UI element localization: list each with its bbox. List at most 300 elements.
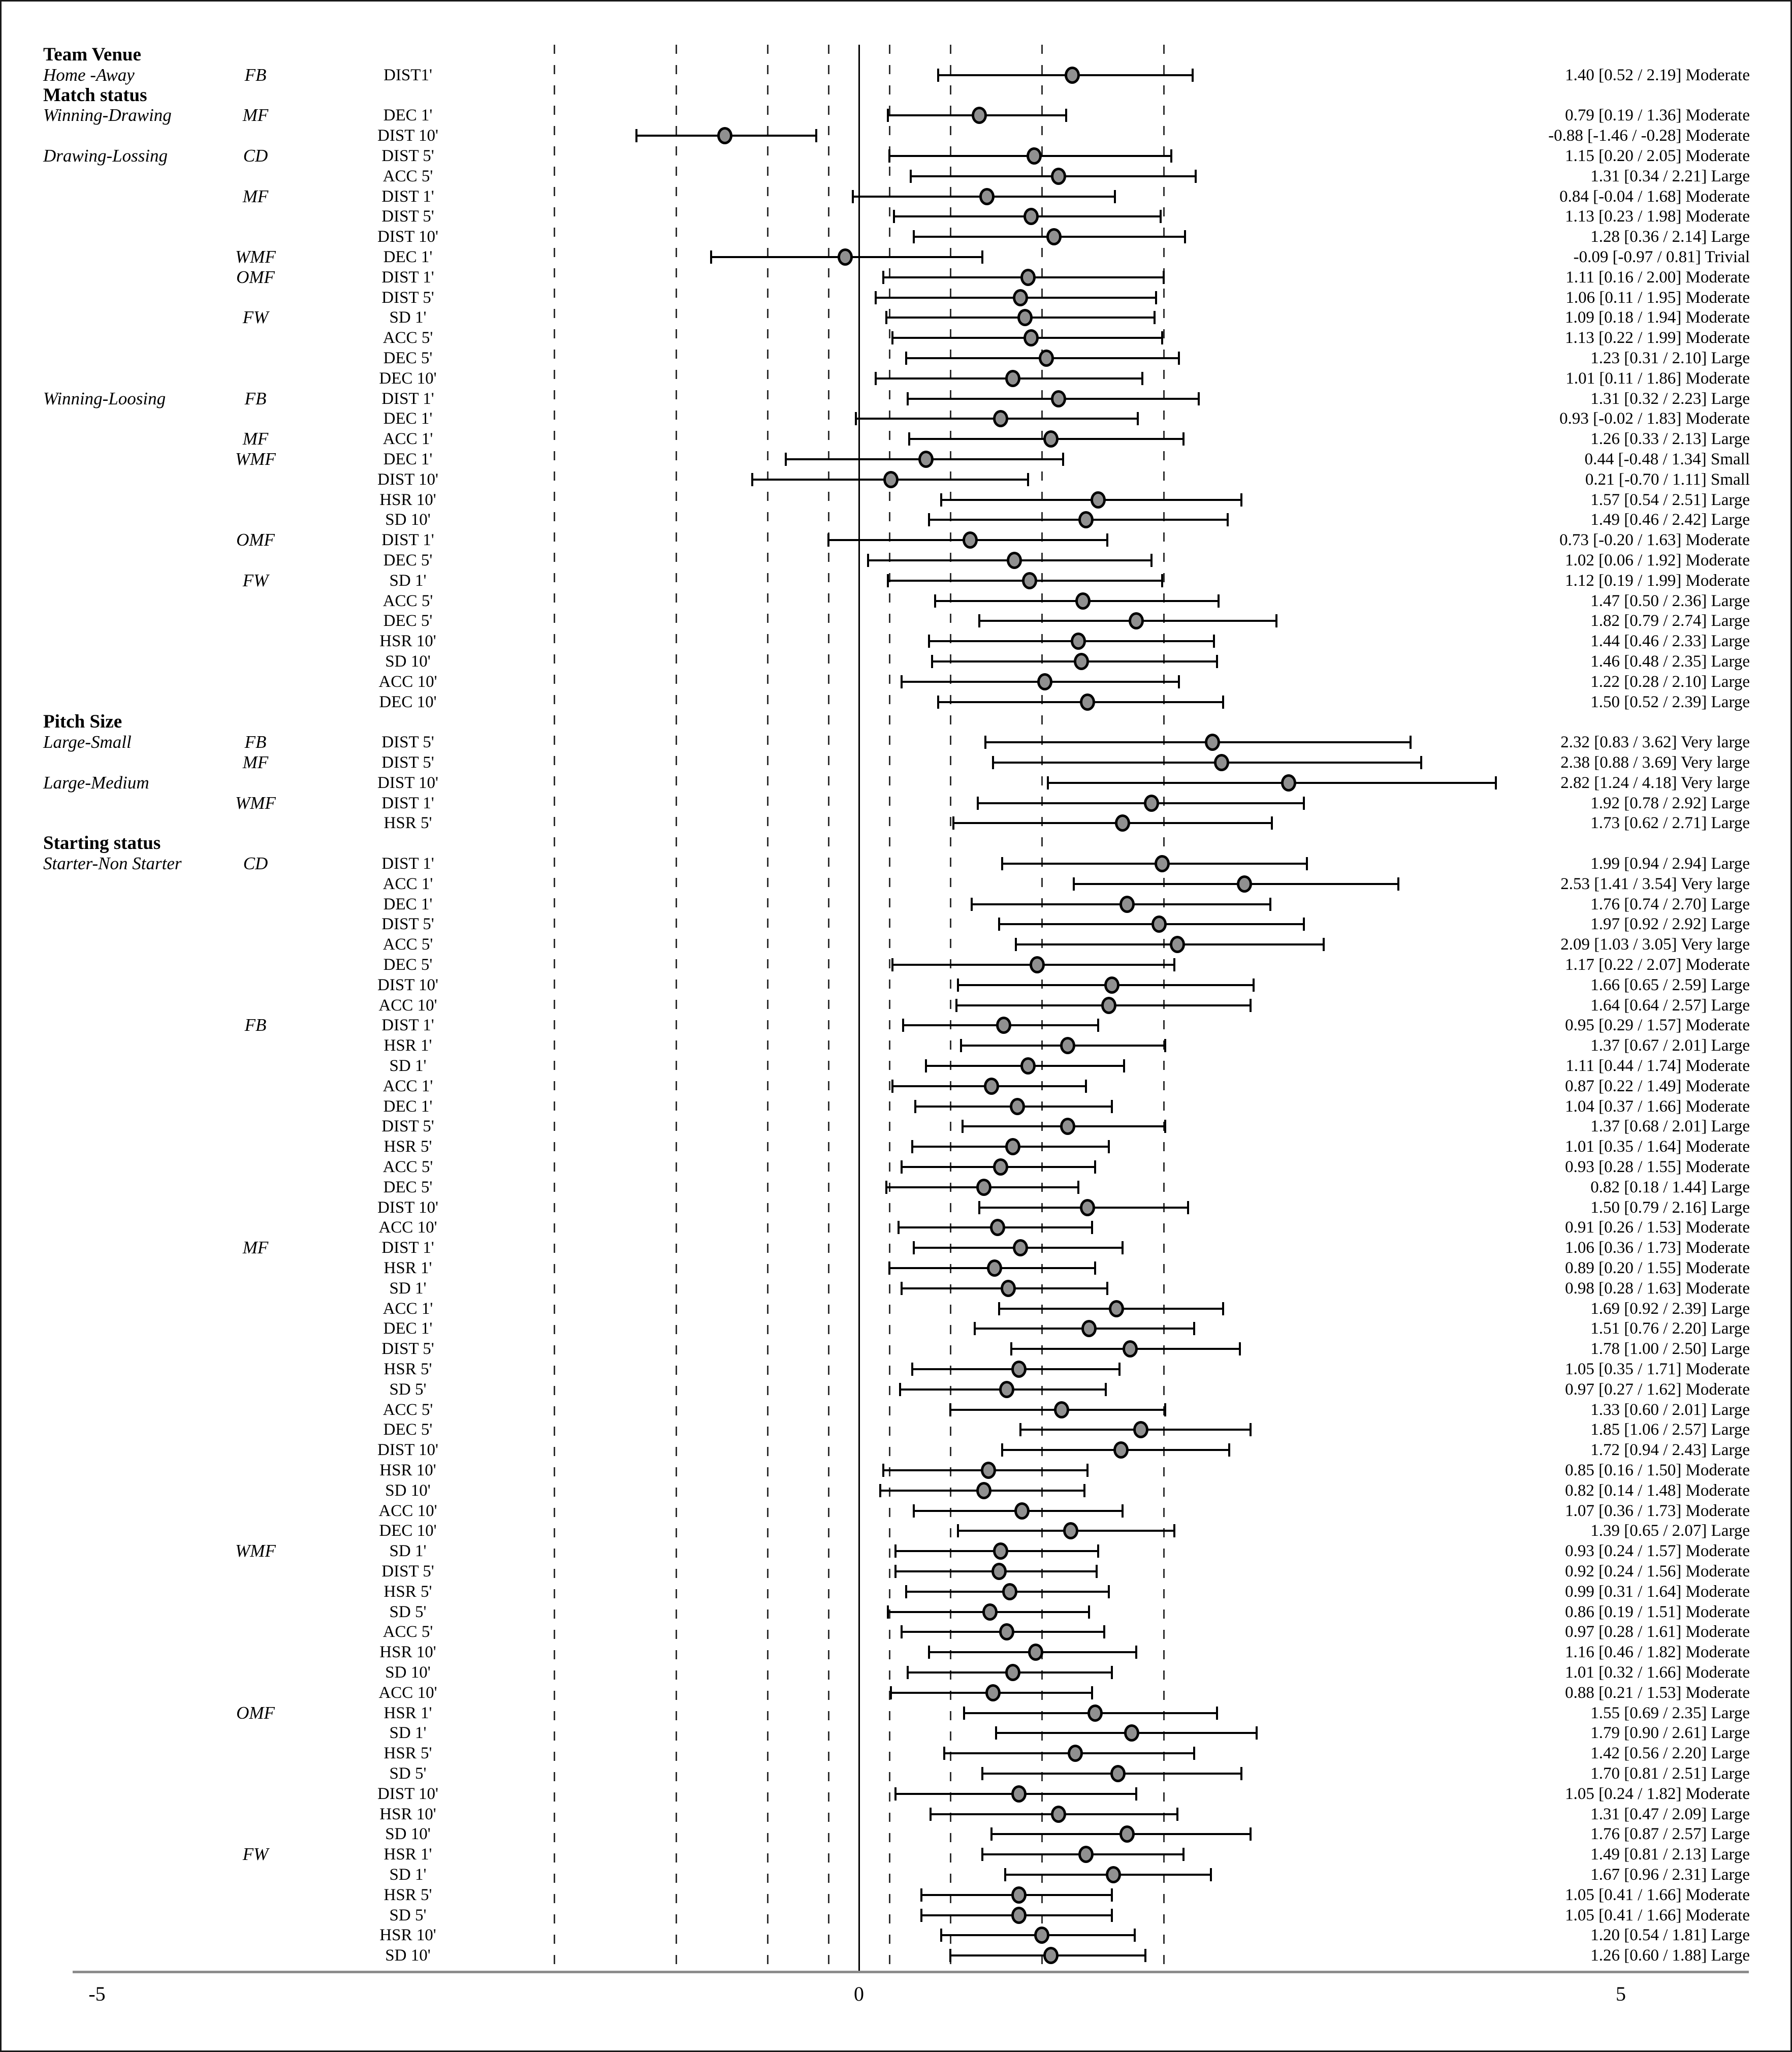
confidence-interval	[993, 762, 1421, 764]
ci-cap-high	[1163, 271, 1165, 284]
effect-marker	[979, 188, 995, 205]
value-label: 1.26 [0.33 / 2.13] Large	[1590, 430, 1750, 449]
value-label: 2.53 [1.41 / 3.54] Very large	[1560, 874, 1750, 893]
variable-label: DEC 5'	[383, 1178, 433, 1196]
ci-cap-high	[1094, 1160, 1096, 1174]
value-label: 1.17 [0.22 / 2.07] Moderate	[1565, 956, 1750, 974]
position-label: WMF	[235, 247, 276, 267]
ci-cap-high	[1155, 291, 1157, 304]
ci-cap-high	[1111, 1666, 1113, 1679]
variable-label: SD 1'	[389, 1866, 427, 1884]
section-header: Team Venue	[43, 44, 141, 65]
value-label: 1.13 [0.23 / 1.98] Moderate	[1565, 207, 1750, 226]
threshold-line	[676, 45, 677, 1971]
effect-marker	[1129, 612, 1144, 629]
ci-cap-high	[1303, 797, 1305, 810]
ci-cap-high	[1111, 1909, 1113, 1922]
ci-cap-low	[891, 1080, 893, 1093]
position-label: WMF	[235, 1541, 276, 1561]
variable-label: SD 1'	[389, 1724, 427, 1743]
ci-cap-high	[1253, 978, 1255, 992]
value-label: 1.55 [0.69 / 2.35] Large	[1590, 1703, 1750, 1722]
ci-cap-high	[1170, 149, 1172, 163]
variable-label: HSR 5'	[383, 1582, 432, 1601]
effect-marker	[1060, 1037, 1075, 1054]
subgroup-label: Large-Medium	[43, 772, 149, 793]
ci-cap-high	[1122, 1504, 1124, 1518]
ci-cap-high	[1275, 614, 1277, 627]
effect-marker	[1214, 754, 1229, 771]
effect-marker	[1027, 147, 1042, 165]
ci-cap-high	[1123, 1059, 1125, 1072]
effect-marker	[1017, 309, 1033, 326]
variable-label: SD 5'	[389, 1380, 427, 1399]
value-label: 2.82 [1.24 / 4.18] Very large	[1560, 773, 1750, 792]
ci-cap-low	[894, 1565, 897, 1578]
variable-label: SD 5'	[389, 1906, 427, 1924]
effect-marker	[999, 1381, 1014, 1398]
ci-cap-low	[949, 1403, 951, 1416]
ci-cap-low	[940, 493, 942, 507]
effect-marker	[1023, 208, 1039, 225]
ci-cap-high	[1182, 432, 1185, 446]
effect-marker	[972, 107, 987, 124]
value-label: 1.70 [0.81 / 2.51] Large	[1590, 1764, 1750, 1783]
variable-label: DIST 10'	[377, 127, 438, 145]
ci-cap-low	[911, 1140, 913, 1153]
value-label: 1.50 [0.79 / 2.16] Large	[1590, 1198, 1750, 1217]
ci-cap-high	[1083, 1484, 1085, 1497]
ci-cap-high	[1161, 331, 1163, 344]
ci-cap-low	[751, 473, 753, 486]
ci-cap-high	[1077, 1181, 1079, 1194]
variable-label: DIST 10'	[377, 773, 438, 792]
value-label: 1.44 [0.46 / 2.33] Large	[1590, 632, 1750, 651]
ci-cap-low	[978, 614, 980, 627]
ci-cap-high	[1085, 1080, 1087, 1093]
value-label: 1.67 [0.96 / 2.31] Large	[1590, 1866, 1750, 1884]
variable-label: HSR 10'	[379, 1461, 436, 1479]
value-label: 0.91 [0.26 / 1.53] Moderate	[1565, 1218, 1750, 1237]
value-label: 1.47 [0.50 / 2.36] Large	[1590, 591, 1750, 610]
ci-cap-high	[1141, 372, 1143, 385]
variable-label: ACC 5'	[382, 329, 433, 348]
value-label: 0.79 [0.19 / 1.36] Moderate	[1565, 106, 1750, 125]
ci-cap-high	[1250, 1827, 1252, 1841]
ci-cap-low	[977, 797, 979, 810]
threshold-line	[950, 45, 951, 1971]
position-label: MF	[242, 186, 269, 206]
value-label: 1.40 [0.52 / 2.19] Moderate	[1565, 66, 1750, 84]
effect-marker	[1028, 1644, 1043, 1661]
effect-marker	[1034, 1927, 1049, 1944]
ci-cap-low	[887, 109, 889, 122]
forest-plot	[2, 2, 1790, 2050]
ci-cap-high	[1250, 999, 1252, 1012]
zero-line	[858, 45, 860, 1971]
effect-marker	[990, 1219, 1005, 1236]
position-label: FB	[244, 732, 267, 752]
value-label: 1.85 [1.06 / 2.57] Large	[1590, 1420, 1750, 1439]
variable-label: HSR 10'	[379, 1926, 436, 1945]
value-label: 0.84 [-0.04 / 1.68] Moderate	[1559, 187, 1750, 206]
variable-label: ACC 1'	[382, 874, 433, 893]
ci-cap-low	[962, 1120, 964, 1133]
subgroup-label: Home -Away	[43, 65, 135, 85]
effect-marker	[1091, 491, 1106, 509]
position-label: OMF	[236, 1702, 275, 1723]
ci-cap-high	[1091, 1221, 1093, 1234]
effect-marker	[1054, 1401, 1069, 1418]
ci-cap-high	[1111, 1888, 1113, 1902]
variable-label: SD 1'	[389, 1542, 427, 1561]
value-label: 1.37 [0.68 / 2.01] Large	[1590, 1117, 1750, 1136]
variable-label: HSR 1'	[383, 1259, 432, 1277]
value-label: 1.57 [0.54 / 2.51] Large	[1590, 490, 1750, 509]
value-label: 1.06 [0.36 / 1.73] Moderate	[1565, 1239, 1750, 1257]
effect-marker	[883, 471, 899, 488]
ci-cap-high	[1256, 1726, 1258, 1740]
variable-label: DIST 1'	[381, 1239, 434, 1257]
section-header: Pitch Size	[43, 711, 122, 733]
ci-cap-low	[879, 1484, 881, 1497]
ci-cap-high	[1027, 473, 1029, 486]
effect-marker	[1011, 1886, 1027, 1904]
ci-cap-high	[1173, 958, 1175, 971]
ci-cap-low	[907, 1666, 909, 1679]
variable-label: DIST 5'	[381, 207, 434, 226]
variable-label: DIST 10'	[377, 228, 438, 246]
variable-label: DEC 5'	[383, 956, 433, 974]
confidence-interval	[953, 822, 1272, 824]
effect-marker	[985, 1684, 1001, 1701]
ci-cap-low	[885, 311, 887, 324]
effect-marker	[838, 248, 853, 266]
variable-label: DIST 1'	[381, 794, 434, 812]
effect-marker	[1133, 1421, 1148, 1438]
ci-cap-low	[928, 513, 930, 526]
variable-label: HSR 1'	[383, 1845, 432, 1864]
ci-cap-low	[905, 352, 907, 365]
variable-label: DEC 1'	[383, 409, 433, 428]
ci-cap-high	[1269, 898, 1271, 911]
ci-cap-low	[1010, 1342, 1012, 1355]
ci-cap-high	[815, 129, 817, 142]
effect-marker	[1011, 1785, 1027, 1803]
effect-marker	[963, 531, 978, 549]
ci-cap-high	[1218, 594, 1220, 608]
value-label: 1.06 [0.11 / 1.95] Moderate	[1565, 288, 1750, 307]
value-label: 1.28 [0.36 / 2.14] Large	[1590, 228, 1750, 246]
ci-cap-low	[1015, 938, 1017, 951]
ci-cap-high	[1198, 392, 1200, 405]
ci-cap-high	[1173, 1524, 1175, 1537]
value-label: 1.50 [0.52 / 2.39] Large	[1590, 692, 1750, 711]
ci-cap-low	[894, 1787, 897, 1801]
variable-label: HSR 10'	[379, 1643, 436, 1662]
value-label: 0.93 [0.24 / 1.57] Moderate	[1565, 1542, 1750, 1561]
effect-marker	[1101, 997, 1116, 1014]
effect-marker	[1051, 168, 1066, 185]
ci-cap-high	[1306, 857, 1308, 870]
ci-cap-low	[905, 1585, 907, 1598]
effect-marker	[984, 1078, 999, 1095]
variable-label: DEC 1'	[383, 1319, 433, 1338]
variable-label: HSR 5'	[383, 1138, 432, 1156]
variable-label: ACC 10'	[378, 1218, 437, 1237]
variable-label: DEC 5'	[383, 612, 433, 630]
value-label: 0.98 [0.28 / 1.63] Moderate	[1565, 1279, 1750, 1298]
effect-marker	[1011, 1907, 1027, 1924]
value-label: 0.44 [-0.48 / 1.34] Small	[1584, 450, 1750, 468]
value-label: 1.01 [0.11 / 1.86] Moderate	[1565, 369, 1750, 388]
value-label: 1.73 [0.62 / 2.71] Large	[1590, 814, 1750, 833]
variable-label: DEC 1'	[383, 106, 433, 125]
value-label: 1.12 [0.19 / 1.99] Moderate	[1565, 571, 1750, 590]
value-label: -0.88 [-1.46 / -0.28] Moderate	[1548, 127, 1750, 145]
ci-cap-low	[1073, 877, 1075, 891]
ci-cap-high	[1097, 1544, 1099, 1558]
ci-cap-low	[885, 1181, 887, 1194]
variable-label: DIST 10'	[377, 975, 438, 994]
effect-marker	[1081, 1320, 1097, 1337]
subgroup-label: Starter-Non Starter	[43, 854, 182, 873]
ci-cap-low	[855, 412, 857, 425]
value-label: 1.31 [0.32 / 2.23] Large	[1590, 389, 1750, 408]
effect-marker	[1002, 1583, 1017, 1600]
ci-cap-low	[957, 978, 959, 992]
value-label: 1.31 [0.34 / 2.21] Large	[1590, 167, 1750, 185]
effect-marker	[1020, 1057, 1036, 1075]
value-label: 1.92 [0.78 / 2.92] Large	[1590, 794, 1750, 812]
ci-cap-low	[908, 432, 910, 446]
value-label: 0.86 [0.19 / 1.51] Moderate	[1565, 1602, 1750, 1621]
effect-marker	[1110, 1765, 1126, 1782]
variable-label: DEC 10'	[379, 369, 437, 388]
ci-cap-low	[907, 392, 909, 405]
variable-label: DEC 1'	[383, 895, 433, 913]
ci-cap-low	[920, 1909, 922, 1922]
variable-label: ACC 10'	[378, 1683, 437, 1702]
threshold-line	[828, 45, 829, 1971]
effect-marker	[996, 1017, 1011, 1034]
value-label: 1.66 [0.65 / 2.59] Large	[1590, 975, 1750, 994]
ci-cap-high	[1397, 877, 1399, 891]
x-axis-tick-neg5: -5	[88, 1982, 106, 2005]
variable-label: SD 10'	[385, 1663, 431, 1682]
effect-marker	[1144, 795, 1159, 812]
ci-cap-low	[998, 918, 1000, 931]
value-label: 1.72 [0.94 / 2.43] Large	[1590, 1441, 1750, 1460]
ci-cap-high	[1105, 1383, 1107, 1396]
effect-marker	[976, 1482, 991, 1499]
value-label: -0.09 [-0.97 / 0.81] Trivial	[1573, 248, 1750, 266]
ci-cap-high	[1222, 696, 1224, 709]
variable-label: ACC 10'	[378, 996, 437, 1015]
effect-marker	[981, 1462, 996, 1479]
value-label: 2.32 [0.83 / 3.62] Very large	[1560, 733, 1750, 752]
ci-cap-high	[1176, 1808, 1178, 1821]
ci-cap-high	[1178, 352, 1180, 365]
variable-label: DEC 1'	[383, 1097, 433, 1116]
ci-cap-high	[1193, 1747, 1195, 1760]
value-label: 1.97 [0.92 / 2.92] Large	[1590, 915, 1750, 934]
ci-cap-high	[1250, 1423, 1252, 1436]
value-label: 0.93 [-0.02 / 1.83] Moderate	[1559, 409, 1750, 428]
ci-cap-low	[957, 1524, 959, 1537]
effect-marker	[1046, 228, 1062, 245]
section-header: Starting status	[43, 833, 161, 854]
ci-cap-high	[1154, 311, 1156, 324]
ci-cap-high	[1187, 1201, 1189, 1214]
value-label: 2.09 [1.03 / 3.05] Very large	[1560, 935, 1750, 954]
effect-marker	[1005, 370, 1020, 387]
confidence-interval	[1048, 782, 1496, 784]
effect-marker	[1155, 855, 1170, 872]
variable-label: SD 1'	[389, 571, 427, 590]
value-label: 1.02 [0.06 / 1.92] Moderate	[1565, 551, 1750, 570]
ci-cap-high	[1178, 675, 1180, 688]
position-label: CD	[243, 854, 268, 873]
effect-marker	[1065, 67, 1080, 84]
variable-label: HSR 10'	[379, 632, 436, 651]
effect-marker	[1074, 653, 1089, 670]
ci-cap-low	[888, 149, 890, 163]
variable-label: ACC 5'	[382, 1623, 433, 1641]
variable-label: DIST 1'	[381, 531, 434, 550]
ci-cap-low	[901, 675, 903, 688]
value-label: 0.97 [0.28 / 1.61] Moderate	[1565, 1623, 1750, 1641]
effect-marker	[1068, 1745, 1083, 1762]
ci-cap-high	[1227, 513, 1229, 526]
ci-cap-low	[887, 574, 889, 587]
ci-cap-high	[1495, 776, 1497, 790]
effect-marker	[1281, 774, 1296, 792]
ci-cap-high	[1239, 1342, 1241, 1355]
ci-cap-low	[898, 1221, 900, 1234]
ci-cap-high	[1114, 190, 1116, 203]
ci-cap-high	[1097, 1019, 1099, 1032]
ci-cap-high	[1210, 1868, 1212, 1881]
section-header: Match status	[43, 84, 147, 106]
ci-cap-high	[1240, 1767, 1242, 1780]
variable-label: DEC 10'	[379, 692, 437, 711]
ci-cap-high	[1106, 533, 1108, 547]
ci-cap-high	[1086, 1464, 1089, 1477]
effect-marker	[1123, 1340, 1138, 1358]
ci-cap-low	[913, 1504, 915, 1518]
ci-cap-low	[894, 1544, 897, 1558]
variable-label: DIST 5'	[381, 1340, 434, 1359]
variable-label: DIST 1'	[381, 187, 434, 206]
ci-cap-high	[1420, 756, 1422, 769]
ci-cap-low	[710, 250, 712, 264]
ci-cap-low	[937, 69, 939, 82]
value-label: 1.99 [0.94 / 2.94] Large	[1590, 855, 1750, 873]
value-label: 0.82 [0.18 / 1.44] Large	[1590, 1178, 1750, 1196]
x-axis-tick-zero: 0	[854, 1982, 864, 2005]
effect-marker	[1106, 1866, 1121, 1883]
ci-cap-low	[931, 655, 933, 668]
variable-label: DIST 5'	[381, 1117, 434, 1136]
value-label: 1.79 [0.90 / 2.61] Large	[1590, 1724, 1750, 1743]
value-label: 2.38 [0.88 / 3.69] Very large	[1560, 753, 1750, 772]
ci-cap-low	[902, 1019, 904, 1032]
ci-cap-high	[1410, 736, 1412, 749]
variable-label: SD 5'	[389, 1764, 427, 1783]
ci-cap-high	[1108, 1585, 1110, 1598]
effect-marker	[1043, 430, 1059, 448]
position-label: FB	[244, 388, 267, 408]
variable-label: ACC 5'	[382, 167, 433, 185]
effect-marker	[1115, 814, 1130, 832]
ci-cap-high	[1303, 918, 1305, 931]
ci-cap-low	[901, 1160, 903, 1174]
value-label: 0.21 [-0.70 / 1.11] Small	[1585, 470, 1750, 489]
variable-label: SD 5'	[389, 1602, 427, 1621]
ci-cap-low	[995, 1726, 997, 1740]
effect-marker	[1170, 936, 1185, 953]
variable-label: DEC 1'	[383, 248, 433, 266]
ci-cap-low	[920, 1888, 922, 1902]
ci-cap-high	[1122, 1241, 1124, 1254]
position-label: FW	[242, 307, 269, 328]
ci-cap-high	[1134, 1929, 1136, 1942]
variable-label: DEC 1'	[383, 450, 433, 468]
effect-marker	[1014, 1502, 1030, 1520]
value-label: 0.73 [-0.20 / 1.63] Moderate	[1559, 531, 1750, 550]
ci-cap-low	[1019, 1423, 1021, 1436]
ci-cap-low	[998, 1302, 1000, 1315]
value-label: 1.49 [0.81 / 2.13] Large	[1590, 1845, 1750, 1864]
value-label: 1.31 [0.47 / 2.09] Large	[1590, 1805, 1750, 1823]
ci-cap-low	[635, 129, 637, 142]
ci-cap-low	[930, 1808, 932, 1821]
value-label: 1.49 [0.46 / 2.42] Large	[1590, 511, 1750, 529]
ci-cap-low	[887, 1605, 889, 1619]
effect-marker	[1020, 269, 1036, 286]
value-label: 0.93 [0.28 / 1.55] Moderate	[1565, 1158, 1750, 1176]
variable-label: SD 10'	[385, 1481, 431, 1500]
ci-cap-high	[1135, 1787, 1137, 1801]
value-label: 1.42 [0.56 / 2.20] Large	[1590, 1744, 1750, 1763]
variable-label: DIST 5'	[381, 1562, 434, 1581]
variable-label: DIST 5'	[381, 288, 434, 307]
value-label: 0.95 [0.29 / 1.57] Moderate	[1565, 1016, 1750, 1035]
ci-cap-low	[891, 331, 893, 344]
ci-cap-high	[1144, 1949, 1146, 1962]
variable-label: SD 10'	[385, 1946, 431, 1965]
position-label: FB	[244, 1015, 267, 1035]
value-label: 1.26 [0.60 / 1.88] Large	[1590, 1946, 1750, 1965]
effect-marker	[1013, 1239, 1028, 1256]
variable-label: DIST 1'	[381, 1016, 434, 1035]
ci-cap-low	[901, 1282, 903, 1295]
ci-cap-low	[827, 533, 829, 547]
variable-label: SD 1'	[389, 1279, 427, 1298]
variable-label: ACC 5'	[382, 591, 433, 610]
value-label: 0.88 [0.21 / 1.53] Moderate	[1565, 1683, 1750, 1702]
ci-cap-high	[1182, 1848, 1185, 1861]
variable-label: ACC 5'	[382, 1400, 433, 1419]
x-axis-line	[73, 1971, 1749, 1973]
value-label: 1.37 [0.67 / 2.01] Large	[1590, 1036, 1750, 1055]
ci-cap-low	[888, 1261, 890, 1275]
effect-marker	[1080, 693, 1095, 711]
variable-label: ACC 5'	[382, 935, 433, 954]
ci-cap-low	[937, 696, 939, 709]
ci-cap-low	[875, 372, 877, 385]
